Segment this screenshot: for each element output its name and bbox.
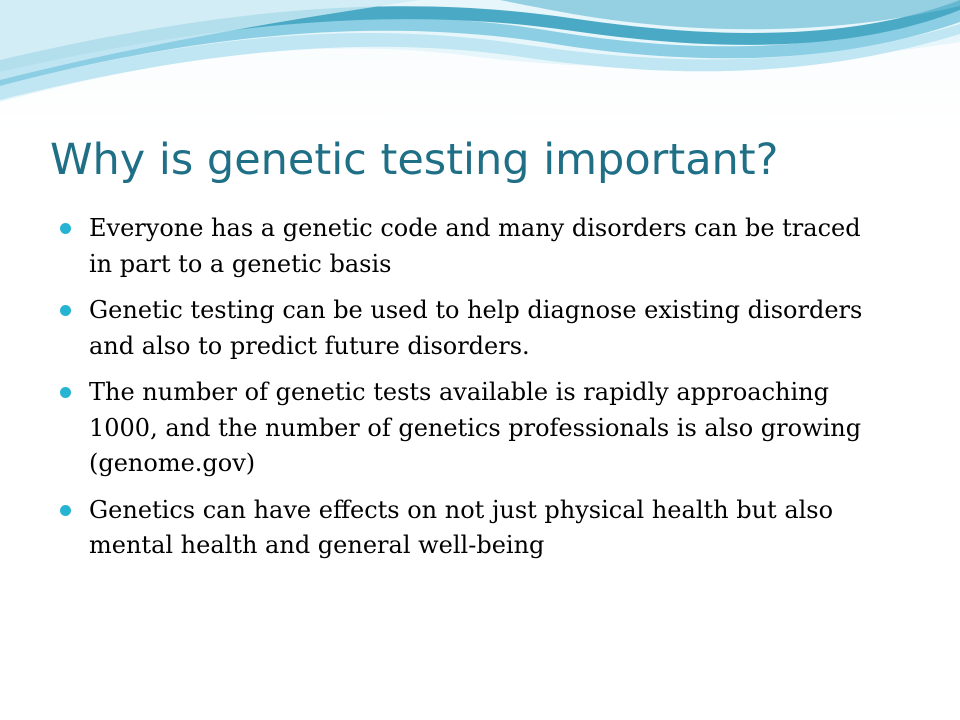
bullet-item-4 (60, 493, 890, 564)
bullet-text-4: Genetics can have effects on not just physical health but also mental health and general well-being (89, 495, 834, 559)
bullet-dot-icon (60, 387, 71, 398)
bullet-item-2 (60, 293, 890, 364)
bullet-text-2: Genetic testing can be used to help diagnose existing disorders and also to predict future disorders. (89, 296, 863, 360)
slide-title: Why is genetic testing important? (50, 135, 779, 185)
bullet-item-1 (60, 211, 890, 282)
bullet-item-3 (60, 375, 890, 482)
bullet-dot-icon (60, 505, 71, 516)
decorative-wave-header (0, 0, 960, 130)
bullet-dot-icon (60, 223, 71, 234)
bullet-list (60, 211, 890, 575)
bullet-text-1: Everyone has a genetic code and many disorders can be traced in part to a genetic basis (89, 214, 861, 278)
bullet-dot-icon (60, 305, 71, 316)
bullet-text-3: The number of genetic tests available is rapidly approaching 1000, and the number of genetics professionals is also growing (genome.gov) (89, 378, 862, 477)
